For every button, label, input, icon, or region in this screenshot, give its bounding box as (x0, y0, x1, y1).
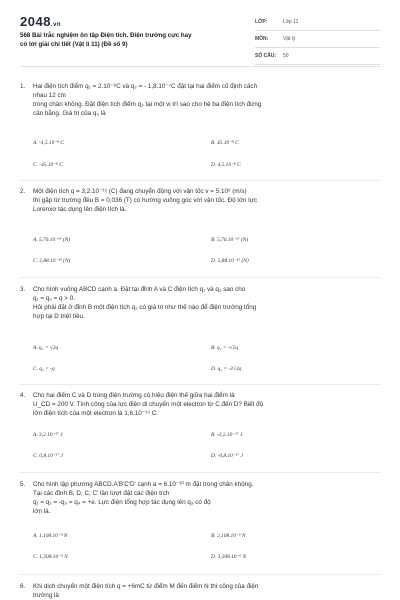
options-4 (33, 432, 380, 466)
question-text-line: Tại các đỉnh B, D, C, C' lần lượt đặt các điện tích (33, 490, 170, 497)
question-text-line: Một điện tích q = 3,2.10⁻¹⁹ (C) đang chuyển động với vận tốc v = 5.10⁶ (m/s) (33, 188, 247, 195)
option-a[interactable]: A. 3,2.10⁻¹⁷ J (33, 432, 63, 438)
option-b[interactable]: B. -3,2.10⁻¹⁷ J (211, 432, 243, 438)
question-text-line: trường là (33, 592, 59, 599)
question-text-line: Khi dịch chuyển một điện tích q = +6mC từ điểm M đến điểm N thì công của điện (33, 583, 259, 590)
option-c[interactable]: C. q₂ = -q (33, 366, 55, 372)
option-c[interactable]: C. 2,88.10⁻¹⁴ (N) (33, 258, 71, 264)
question-separator (20, 180, 380, 181)
meta-row-subject (255, 31, 380, 48)
meta-key: MÔN: (255, 36, 269, 42)
question-number: 1. (20, 83, 26, 90)
question-separator (20, 472, 380, 473)
option-a[interactable]: A. q₂ = √2q (33, 345, 59, 351)
logo-suffix: .vn (50, 22, 62, 28)
meta-value: 50 (283, 53, 289, 59)
option-d[interactable]: D. -0,8.10⁻¹⁷ J (211, 453, 243, 459)
question-text-line: U_CD = 200 V. Tính công của lực điện di chuyển một electron từ C đến D? Biết độ (33, 401, 264, 408)
question-2 (20, 187, 380, 214)
question-5 (20, 480, 380, 516)
option-c[interactable]: C. 1,508.10⁻⁹ N (33, 554, 68, 560)
meta-value: Lớp 11 (283, 19, 299, 25)
question-text-line: hợp tại D triệt tiêu. (33, 313, 85, 320)
question-text-line: lớn là. (33, 508, 51, 515)
question-text-line: lớn điện tích của một electron là 1,6.10⁻¹⁹ C. (33, 410, 158, 417)
options-3 (33, 345, 380, 379)
options-1 (33, 140, 380, 174)
header-divider (20, 66, 380, 67)
question-text-line: Hai điện tích điểm q₁ = 2.10⁻⁸C và q₂ = - 1,8.10⁻⁷C đặt tại hai điểm cố định cách (33, 83, 258, 90)
option-d[interactable]: D. q₂ = -2√2q (211, 366, 242, 372)
question-number: 2. (20, 188, 26, 195)
option-b[interactable]: B. 45.10⁻⁸ C (211, 140, 239, 146)
question-text-line: q₁ = q₃ = q > 0. (33, 295, 75, 302)
question-number: 5. (20, 481, 26, 488)
question-6 (20, 582, 380, 600)
option-c[interactable]: C. 0,8.10⁻¹⁷ J (33, 453, 63, 459)
question-1 (20, 82, 380, 118)
meta-row-class (255, 14, 380, 31)
question-text-line: q₁ = q₂ = -q₃ = q₄ = +e. Lực điện tổng hợp tác dụng lên q₃ có độ (33, 499, 211, 506)
option-a[interactable]: A. 5,76.10⁻¹⁴ (N) (33, 237, 71, 243)
question-separator (20, 574, 380, 575)
question-separator (20, 384, 380, 385)
meta-value: Vật lý (283, 36, 296, 42)
meta-row-count (255, 48, 380, 65)
question-4 (20, 391, 380, 418)
option-d[interactable]: D. 3,508.10⁻⁹ N (211, 554, 247, 560)
option-c[interactable]: C. -45.10⁻⁸ C (33, 162, 63, 168)
question-text-line: Hỏi phải đặt ở đỉnh B một điện tích q₂ có giá trị như thế nào để điện trường tổng (33, 304, 257, 311)
question-text-line: Cho hình lập phương ABCD.A'B'C'D' cạnh a = 6.10⁻¹⁰ m đặt trong chân không. (33, 481, 254, 488)
option-b[interactable]: B. 5,76.10⁻¹⁵ (N) (211, 237, 249, 243)
question-number: 3. (20, 286, 26, 293)
option-d[interactable]: D. 4,5.10⁻⁸ C (211, 162, 241, 168)
option-a[interactable]: A. 1,108.10⁻⁹ N (33, 533, 68, 539)
meta-box (255, 14, 380, 65)
option-b[interactable]: B. q₂ = -√2q (211, 345, 239, 351)
option-d[interactable]: D. 2,88.10⁻¹⁵ (N) (211, 258, 249, 264)
meta-key: LỚP: (255, 19, 268, 25)
question-3 (20, 285, 380, 321)
option-a[interactable]: A. -4,5.10⁻⁸ C (33, 140, 64, 146)
question-number: 6. (20, 583, 26, 590)
meta-key: SỐ CÂU: (255, 53, 277, 59)
question-separator (20, 277, 380, 278)
question-text-line: Lorenxơ tác dụng lên điện tích là. (33, 206, 127, 213)
site-logo[interactable] (20, 14, 61, 29)
title-line-1: 568 Bài trắc nghiệm ôn tập Điện tích. Điện trường cực hay (20, 32, 192, 39)
question-text-line: Cho hình vuông ABCD cạnh a. Đặt tại đỉnh A và C điện tích q₁ và q₃ sao cho (33, 286, 246, 293)
question-number: 4. (20, 392, 26, 399)
options-2 (33, 237, 380, 271)
option-b[interactable]: B. 2,108.10⁻⁹ N (211, 533, 246, 539)
question-text-line: trong chân không. Đặt điện tích điểm q₃ tại một vị trí sao cho hệ ba điện tích đứng (33, 101, 262, 108)
question-text-line: cân bằng. Giá trị của q₃ là (33, 110, 106, 117)
question-text-line: Cho hai điểm C và D trong điện trường có hiệu điện thế giữa hai điểm là (33, 392, 235, 399)
options-5 (33, 533, 380, 567)
title-line-2: có lời giải chi tiết (Vật lí 11) (Đề số 9) (20, 41, 128, 48)
question-text-line: nhau 12 cm (33, 92, 66, 99)
logo-text: 2048 (20, 14, 51, 29)
question-text-line: thì gặp từ trường đều B = 0,036 (T) có hướng vuông góc với vận tốc. Độ lớn lực (33, 197, 257, 204)
document-title (20, 31, 240, 49)
